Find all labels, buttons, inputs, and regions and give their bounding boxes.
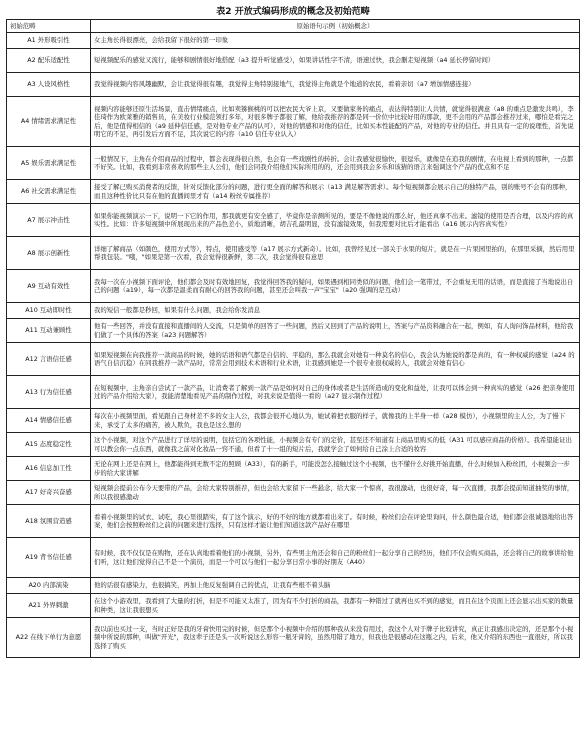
example-cell: 如果你能视频演示一下，说明一下它的作用，那我就更有安全感了，毕竟你是亲测所见的，要是不像他说的那么好，他还真拿不出来。滤镜的使用是否合理，以及内容的真实性。比如：许多短视频中所展现出来的产品色差小，质地清晰，胡吉孔最明显，没有滤镜效果，但我需要对比后才能看出（a16 展示内容真实性） [91, 204, 580, 237]
table-row [7, 270, 580, 303]
category-cell: A2 配乐适配性 [7, 49, 91, 73]
table-row [7, 578, 580, 594]
concept-table [6, 19, 580, 658]
category-cell: A12 言语信任感 [7, 343, 91, 376]
example-cell: 这个小视频，对这个产品进行了详尽的说明，包括它的各项性能，小视频会有专门的定价，甚至还不知道有上商品里购买的低（A31 可以感应商品的价格）。我希望能证出可以教会你一点东西，就像我之前对化妆品一窍不通，但看了十一组的短片后，我就学会了如何给自己涂上合适的妆容 [91, 433, 580, 457]
category-cell: A9 互动有效性 [7, 270, 91, 303]
table-title: 表2 开放式编码形成的概念及初始范畴 [216, 7, 370, 17]
table-row [7, 343, 580, 376]
table-row [7, 49, 580, 73]
example-cell: 女主角长得很漂亮，会给我留下很好的第一印象 [91, 33, 580, 49]
table-header-row [7, 20, 580, 33]
category-cell: A3 人设风格性 [7, 73, 91, 97]
category-cell: A1 外形吸引性 [7, 33, 91, 49]
category-cell: A15 态度稳定性 [7, 433, 91, 457]
table-row [7, 204, 580, 237]
table-row [7, 409, 580, 433]
example-cell: 看着小视频里的试衣、试吃，我心里很踏实，有了这个演示，好的不好的地方就都看出来了。有时候，粉丝们会在评论里询问，什么颜色最合适，他们都会很诚恳地给出答案，他们会按照粉丝们之前的问题来进行选择，只有这样才能让他们知道这款产品好在哪里 [91, 505, 580, 538]
table-row [7, 303, 580, 319]
table-row [7, 319, 580, 343]
category-cell: A19 背书信任感 [7, 538, 91, 578]
table-row [7, 73, 580, 97]
table-row [7, 505, 580, 538]
category-cell: A18 氛围营造感 [7, 505, 91, 538]
example-cell: 他有一些回答，并没有直接和直播间的人交流，只是简单的回答了一些问题，然后又回到了产品的说明上，答案与产品资料融合在一起，例如，有人询问饰品材料，他给我们做了一个具体的答案（a23 问题解答） [91, 319, 580, 343]
category-cell: A4 情绪需求满足性 [7, 97, 91, 147]
table-row [7, 180, 580, 204]
category-cell: A5 娱乐需求满足性 [7, 147, 91, 180]
header-example: 原始语句示例（初始概念） [91, 20, 580, 33]
example-cell: 我每一次在小视频下面评论，他们都会及时有效地回复，我觉得回答我的疑问，如果遇到相同类似的问题，他们会一笔带过，不会重复无用的话语，而是直接了当地说出自己的问题（a19），每一次都是温柔而有耐心的回答我的问题，甚至还会叫我一声"宝宝"（a20 强调的是互动） [91, 270, 580, 303]
example-cell: 短视频配乐的感觉又流行，能够和剧情很好地搭配（a3 提升听觉感受），如果讲话性字不清，语速过快，我会删走短视频（a4 延长停留时间） [91, 49, 580, 73]
example-cell: 一般情况下，主角在介绍商品的过程中，都会表现得很自然，也会有一些戏剧性的转折。会让我感觉很愉快，很逗乐，就像是在追我的剧情，在电视上看到的那种，一点都不好笑。比如，我看到非常喜欢的那些主人公们，他们会同我介绍他们实际所用的的，还会用到我会多乐和该猜的语言来强调这个产品的优点和不足 [91, 147, 580, 180]
example-cell: 我觉得视频内容风趣幽默，会让我觉得很有趣，我觉得主角特别接地气，我觉得主角就是个地道的农民，看着亲切（a7 增加情感连接） [91, 73, 580, 97]
category-cell: A14 情感信任感 [7, 409, 91, 433]
category-cell: A7 展示冲击性 [7, 204, 91, 237]
category-cell: A20 内部演染 [7, 578, 91, 594]
example-cell: 在短视频中，主角亲自尝试了一款产品，让消费者了解到一款产品是如何对自己的身体或者是生活所造成的变化和益处，让我可以体会到一种真实的感觉（a26 把亲身使用过的产品介绍给大家），我能清楚地看见产品的制作过程，对我来说是值得一看的（a27 显示制作过程） [91, 376, 580, 409]
category-cell: A21 外界刺激 [7, 594, 91, 618]
table-row [7, 97, 580, 147]
example-cell: 在这个小游戏里，我看到了大量的打折，但是不可能又太准了，因为有不少打折的商品，我都有一种错过了就再也买不到的感觉，而且在这个页面上还会显示出买家的数量和种类，这让我很想买 [91, 594, 580, 618]
example-cell: 每次在小视频里面，看见跟自己身材差不多的女主人公，我都会很开心地认为，她试着把衣服的样子，就像我的上半身一样（a28 模仿），小视频里的主人公，为了慢下来，承受了太多的痛苦，被人欺负，我也是这么想的 [91, 409, 580, 433]
table-row [7, 376, 580, 409]
header-category: 初始范畴 [7, 20, 91, 33]
table-row [7, 433, 580, 457]
table-row [7, 33, 580, 49]
example-cell: 如果短视频在向我推荐一款商品的时候，她的话语和语气都是自信的、平稳的，那么我就会对她有一种莫名的信心，我会认为她说的都是真的，有一种权威的感觉（a24 的语气自信沉稳）在同我推荐一款产品时，常常会用到技术术语和行业术语，让我感到她是一个很专业很权威的人，我就会对她有信心 [91, 343, 580, 376]
example-cell: 视频内容能够还原生活场景，直击情绪痛点，比如卖猕猴桃的可以把农民大爷上京，又要做家务的痛点，表达得特别让人共情，就觉得很满意（a8 的重点是激发共鸣），李佳琦作为欧莱雅的销售员，在美妆行业模范领打多年，对很多牌子都很了解，他给我推荐的都是同一价位中比较好用的那款，更不会用的产品都会推荐过来，哪怕是看完之后，他是值得相信的（a9 延伸信任感，是对他专业产品的认可），对他的情感和对他的信任，比如买本性能配的产品，对他的专业的信任。并且具有一定的说理性，首先说明它的不足，再引发后方面不足，其次说它的内容（a10 信任专业认入） [91, 97, 580, 147]
example-cell: 我以前也买过一支，当时正好是我的牙膏快用完的时候，但是那个小视频中介绍的那种我从来没有用过，我这个人对于牌子比较讲究，真正让我感出决定的，还是那个小视频中所说的那种，叫做"开光"，我这辈子还是头一次听说这么形容一瓶牙膏的，虽然用错了地方，但我也是很感动在这瓶之内，后来，他又介绍的东西也一直很好，所以我选择了购买 [91, 618, 580, 658]
category-cell: A11 互动兼顾性 [7, 319, 91, 343]
example-cell: 有时候，我不仅仅是在购物，还在认真地看着他们的小视频，另外，有些男主角还会和自己的粉丝们一起分享自己的经历，他们不仅会购买商品，还会将自己的故事讲给他们听，这让他们觉得自己不是一个演员，而是一个可以与他们一起分享日常小事的好朋友（A40） [91, 538, 580, 578]
table-row [7, 538, 580, 578]
table-row [7, 237, 580, 270]
category-cell: A22 在线下单行为意愿 [7, 618, 91, 658]
example-cell: 详细了解商品（如颜色，使用方式等），特点，使用感受等（a17 展示方式新奇）。比如，我曾经见过一部关于水果的短片，就是在一片果园里拍的，在那里采摘，然后用里帮我包装。"哦，"如果是第一次看，我会觉得很新鲜，第二次，我会觉得很有意思 [91, 237, 580, 270]
table-row [7, 618, 580, 658]
example-cell: 接受了解已购买消费者的反馈，针对反馈化部分的问题，进行更全面的解答和展示（a13 满足解答需求）。每个短视频都会展示自己的独特产品，别的账号不会有的那种，而且这种性价比只有在他的直播间里才有（a14 粉丝专属推荐） [91, 180, 580, 204]
table-row [7, 481, 580, 505]
example-cell: 短视频会提前公布今天要带的产品，会给大家特别推荐，但也会给大家留下一些悬念，给大家一个惊喜，我很激动，也很好奇，每一次直播，我都会提前知道抽奖的事情，所以我很感激动 [91, 481, 580, 505]
category-cell: A6 社交需求满足性 [7, 180, 91, 204]
example-cell: 他的话很有感染力，也很搞笑，再加上他反复强调自己的优点，让我有些根不着头脑 [91, 578, 580, 594]
table-row [7, 594, 580, 618]
category-cell: A17 好奇兴奋感 [7, 481, 91, 505]
category-cell: A10 互动即时性 [7, 303, 91, 319]
category-cell: A16 信息加工性 [7, 457, 91, 481]
example-cell: 我的短信一般都是秒回，如果有什么问题，我会给你发消息 [91, 303, 580, 319]
category-cell: A13 行为信任感 [7, 376, 91, 409]
table-row [7, 457, 580, 481]
category-cell: A8 展示创新性 [7, 237, 91, 270]
example-cell: 无论在网上还是在网上，他都能得到无数不定的照顾（A33），有的新手，可能没怎么接触过这个小视频，也不懂什么好挑开始直播，什么时候加入粉丝团，小视频会一步步的给大家讲解 [91, 457, 580, 481]
table-body [7, 33, 580, 658]
table-row [7, 147, 580, 180]
